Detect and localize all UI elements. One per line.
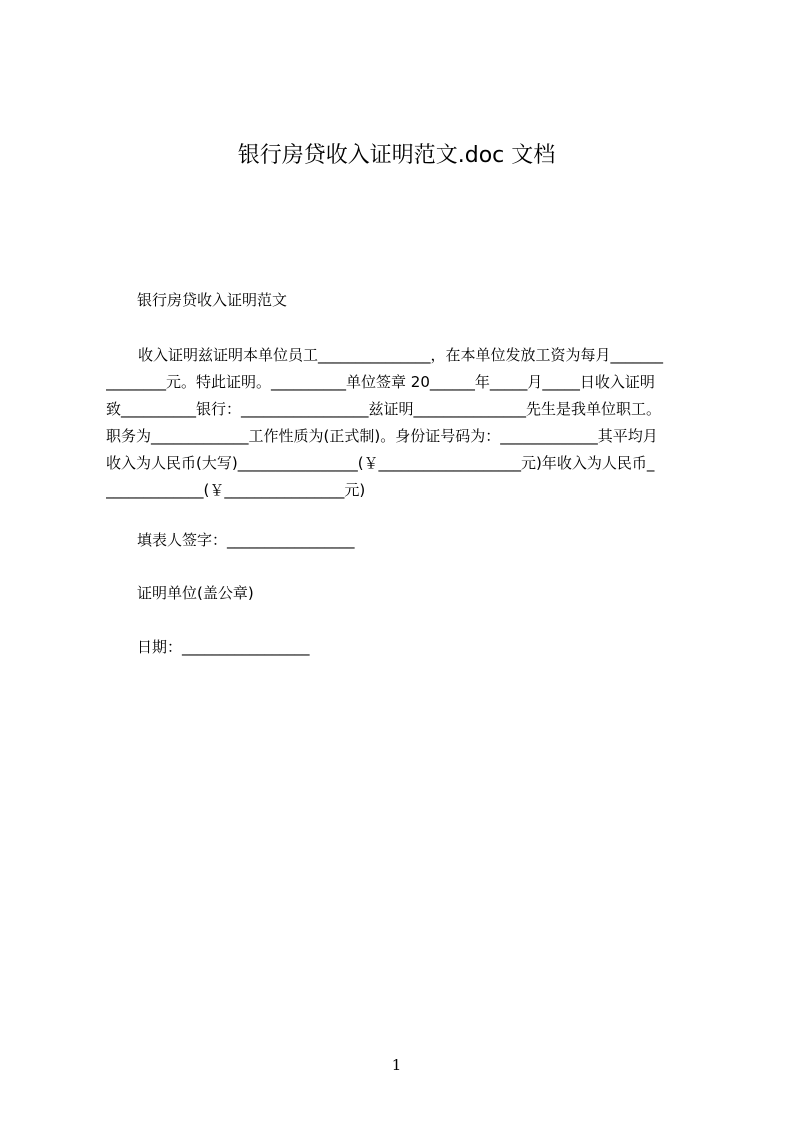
date-line: 日期：_________________ [137, 638, 310, 656]
body-line: 致__________银行：_________________兹证明_______________先生是我单位职工。 [106, 400, 662, 418]
body-line: _____________(￥________________元) [106, 481, 366, 499]
body-line: ________元。特此证明。__________单位签章 20______年_____月_____日收入证明 [106, 373, 655, 391]
document-title: 银行房贷收入证明范文.doc 文档 [237, 143, 556, 168]
page-number: 1 [391, 1056, 402, 1074]
issuing-unit-line: 证明单位(盖公章) [137, 584, 254, 602]
signer-line: 填表人签字：_________________ [137, 531, 355, 549]
certificate-body [106, 342, 698, 504]
body-line: 收入证明兹证明本单位员工_______________，在本单位发放工资为每月_______ [138, 346, 664, 364]
document-heading: 银行房贷收入证明范文 [137, 291, 288, 309]
body-line: 职务为_____________工作性质为(正式制)。身份证号码为：_____________其平均月 [106, 427, 658, 445]
body-line: 收入为人民币(大写)________________(￥___________________元)年收入为人民币_ [106, 454, 655, 472]
